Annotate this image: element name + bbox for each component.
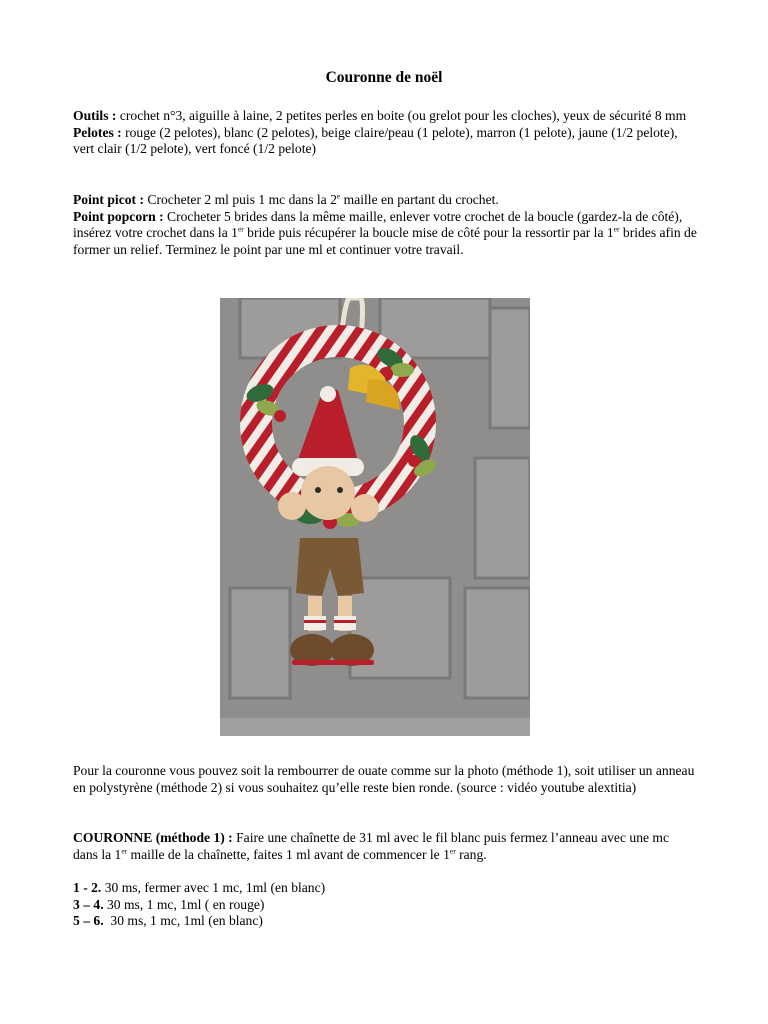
row-label: 5 – 6.: [73, 913, 104, 929]
intro-paragraph: Pour la couronne vous pouvez soit la rembourrer de ouate comme sur la photo (méthode 1), soit utiliser un anneau en polystyrène (méthode 2) si vous souhaitez qu’elle reste bien ronde. (source : vidéo youtube alextitia): [73, 763, 695, 795]
couronne-section: [73, 830, 697, 863]
pelotes-label: Pelotes :: [73, 124, 122, 140]
row-text: 30 ms, fermer avec 1 mc, 1ml (en blanc): [101, 880, 326, 895]
row-line: [73, 913, 697, 930]
row-label: 1 - 2.: [73, 880, 102, 895]
couronne-label: COURONNE (méthode 1) :: [73, 830, 233, 845]
couronne-paragraph: [73, 830, 697, 863]
outils-text: crochet n°3, aiguille à laine, 2 petites perles en boite (ou grelot pour les cloches), yeux de sécurité 8 mm: [116, 108, 687, 123]
intro-section: [73, 763, 697, 796]
stitches-section: [73, 192, 697, 258]
row-line: [73, 897, 697, 914]
couronne-text: Faire une chaînette de 31 ml avec le fil blanc puis fermez l’anneau avec une mc dans la 1: [73, 830, 670, 862]
rows-section: [73, 880, 697, 930]
popcorn-text: bride puis récupérer la boucle mise de côté pour la ressortir par la 1: [243, 225, 614, 241]
row-line: [73, 880, 697, 897]
wreath-illustration: [220, 298, 530, 736]
superscript: er: [613, 224, 620, 234]
popcorn-text: brides afin de former un relief. Terminez le point par une ml et continuer votre travail.: [73, 225, 697, 257]
couronne-text: maille de la chaînette, faites 1 ml avant de commencer le 1: [127, 846, 450, 862]
couronne-text: rang.: [455, 846, 487, 862]
outils-paragraph: [73, 108, 697, 125]
popcorn-paragraph: [73, 209, 697, 259]
picot-text: Crocheter 2 ml puis 1 mc dans la 2: [143, 192, 337, 207]
superscript: e: [336, 191, 341, 201]
row-label: 3 – 4.: [73, 896, 104, 912]
materials-section: [73, 108, 697, 158]
wreath-photo: [220, 298, 530, 736]
outils-label: Outils :: [73, 108, 117, 123]
picot-text: maille en partant du crochet.: [340, 192, 499, 207]
picot-label: Point picot :: [73, 192, 144, 207]
popcorn-label: Point popcorn :: [73, 208, 164, 224]
row-text: 30 ms, 1 mc, 1ml ( en rouge): [103, 896, 265, 912]
superscript: er: [449, 846, 456, 856]
popcorn-text: Crocheter 5 brides dans la même maille, enlever votre crochet de la boucle (gardez-la de côté), insérez votre crochet dans la 1: [73, 208, 683, 241]
picot-paragraph: [73, 192, 697, 209]
row-text: 30 ms, 1 mc, 1ml (en blanc): [103, 913, 263, 929]
page-title: Couronne de noël: [325, 69, 443, 86]
pelotes-text: rouge (2 pelotes), blanc (2 pelotes), beige claire/peau (1 pelote), marron (1 pelote), jaune (1/2 pelote), vert clair (1/2 pelote), vert foncé (1/2 pelote): [73, 124, 678, 157]
superscript: er: [237, 224, 244, 234]
superscript: er: [121, 846, 128, 856]
pelotes-paragraph: [73, 125, 697, 158]
